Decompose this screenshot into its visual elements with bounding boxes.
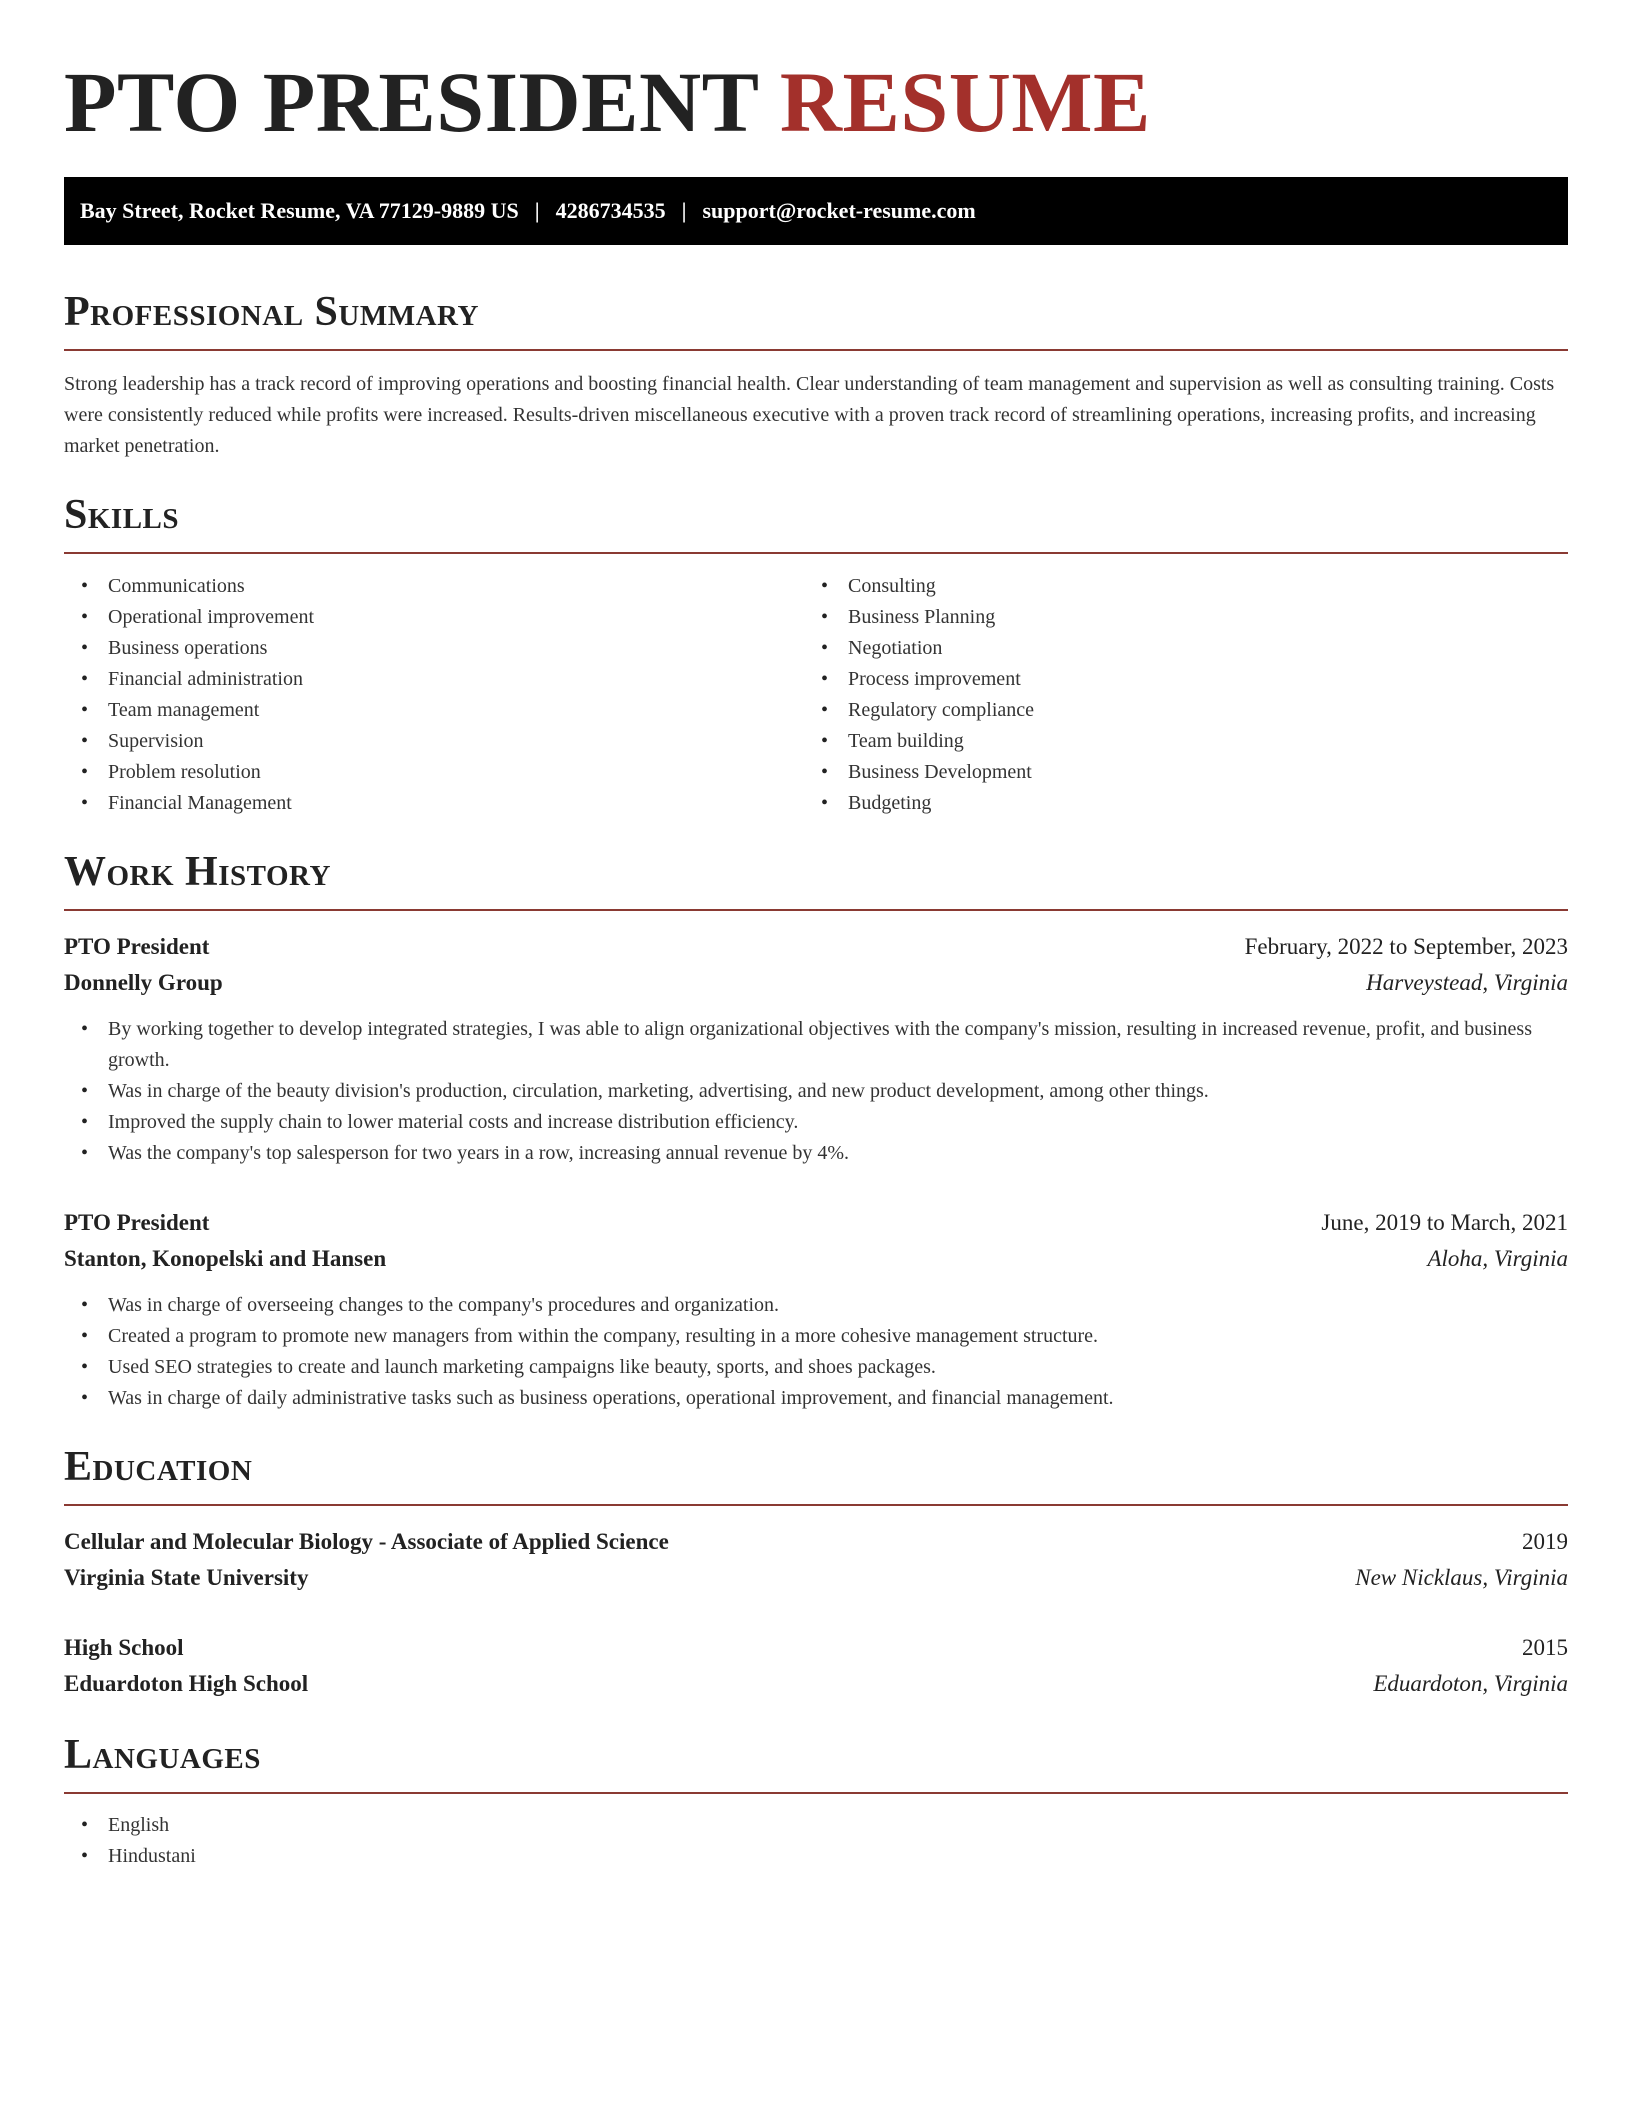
languages-heading: Languages [64,1732,1568,1794]
work-history-section [64,849,1568,1414]
skills-list-right [804,571,1544,819]
skill-item: • Regulatory compliance [804,695,1544,726]
job-dates: February, 2022 to September, 2023 [1244,934,1568,959]
job-bullet: • Improved the supply chain to lower material costs and increase distribution efficiency. [64,1107,1568,1138]
skill-item: • Financial Management [64,788,804,819]
summary-text: Strong leadership has a track record of improving operations and boosting financial health. Clear understanding of team management and supervision as well as consulting training. Costs were consistently reduced while profits were increased. Results-driven miscellaneous executive with a proven track record of streamlining operations, increasing profits, and increasing market penetration. [64,373,1555,457]
job-bullet: • Was the company's top salesperson for two years in a row, increasing annual revenue by 4%. [64,1138,1568,1169]
language-item: • English [64,1810,1568,1841]
work-history-heading: Work History [64,849,1568,911]
job-company-row [64,1241,1568,1277]
summary-heading: Professional Summary [64,289,1568,351]
skills-grid [64,571,1568,819]
education-school: Virginia State University [64,1565,309,1590]
contact-separator: | [681,198,687,223]
education-degree: Cellular and Molecular Biology - Associate of Applied Science [64,1529,669,1554]
skills-section [64,492,1568,819]
education-location: New Nicklaus, Virginia [1355,1565,1568,1590]
education-section [64,1444,1568,1702]
contact-bar [64,177,1568,245]
job-bullet: • Created a program to promote new managers from within the company, resulting in a more cohesive management structure. [64,1321,1568,1352]
skill-item: • Operational improvement [64,602,804,633]
job-bullets [64,1014,1568,1169]
job-company-row [64,965,1568,1001]
job-bullet: • Was in charge of overseeing changes to the company's procedures and organization. [64,1290,1568,1321]
skill-item: • Team building [804,726,1544,757]
skill-item: • Business operations [64,633,804,664]
contact-email: support@rocket-resume.com [702,198,976,223]
skill-item: • Business Planning [804,602,1544,633]
education-degree: High School [64,1635,184,1660]
skills-heading: Skills [64,492,1568,554]
education-school-row [64,1560,1568,1596]
education-year: 2015 [1522,1635,1568,1660]
job-bullet: • Was in charge of the beauty division's production, circulation, marketing, advertising, and new product development, among other things. [64,1076,1568,1107]
education-header-row [64,1630,1568,1666]
education-school: Eduardoton High School [64,1671,309,1696]
job-header-row [64,1205,1568,1241]
job-company: Donnelly Group [64,970,223,995]
job-bullet: • Was in charge of daily administrative tasks such as business operations, operational improvement, and financial management. [64,1383,1568,1414]
education-year: 2019 [1522,1529,1568,1554]
resume-title-word: RESUME [779,54,1151,150]
education-entry [64,1630,1568,1702]
job-bullets [64,1290,1568,1414]
skill-item: • Budgeting [804,788,1544,819]
job-header-row [64,929,1568,965]
job-location: Harveystead, Virginia [1366,970,1568,995]
job-bullet: • Used SEO strategies to create and launch marketing campaigns like beauty, sports, and shoes packages. [64,1352,1568,1383]
skill-item: • Team management [64,695,804,726]
education-entry [64,1524,1568,1596]
skill-item: • Problem resolution [64,757,804,788]
education-heading: Education [64,1444,1568,1506]
job-bullet: • By working together to develop integrated strategies, I was able to align organizational objectives with the company's mission, resulting in increased revenue, profit, and business growth. [64,1014,1568,1076]
skill-item: • Supervision [64,726,804,757]
resume-title [64,52,1568,152]
job-entry [64,929,1568,1169]
education-location: Eduardoton, Virginia [1373,1671,1568,1696]
resume-title-role: PTO PRESIDENT [64,54,758,150]
skill-item: • Financial administration [64,664,804,695]
job-title: PTO President [64,934,210,959]
job-company: Stanton, Konopelski and Hansen [64,1246,387,1271]
skill-item: • Communications [64,571,804,602]
contact-separator: | [534,198,540,223]
job-dates: June, 2019 to March, 2021 [1321,1210,1568,1235]
job-location: Aloha, Virginia [1427,1246,1568,1271]
job-entry [64,1205,1568,1414]
skills-list-left [64,571,804,819]
education-school-row [64,1666,1568,1702]
contact-phone: 4286734535 [555,198,666,223]
skill-item: • Business Development [804,757,1544,788]
skill-item: • Process improvement [804,664,1544,695]
job-title: PTO President [64,1210,210,1235]
contact-address: Bay Street, Rocket Resume, VA 77129-9889 US [80,198,519,223]
summary-section [64,289,1568,462]
skill-item: • Consulting [804,571,1544,602]
languages-list [64,1810,1568,1872]
languages-section [64,1732,1568,1872]
language-item: • Hindustani [64,1841,1568,1872]
education-header-row [64,1524,1568,1560]
skill-item: • Negotiation [804,633,1544,664]
